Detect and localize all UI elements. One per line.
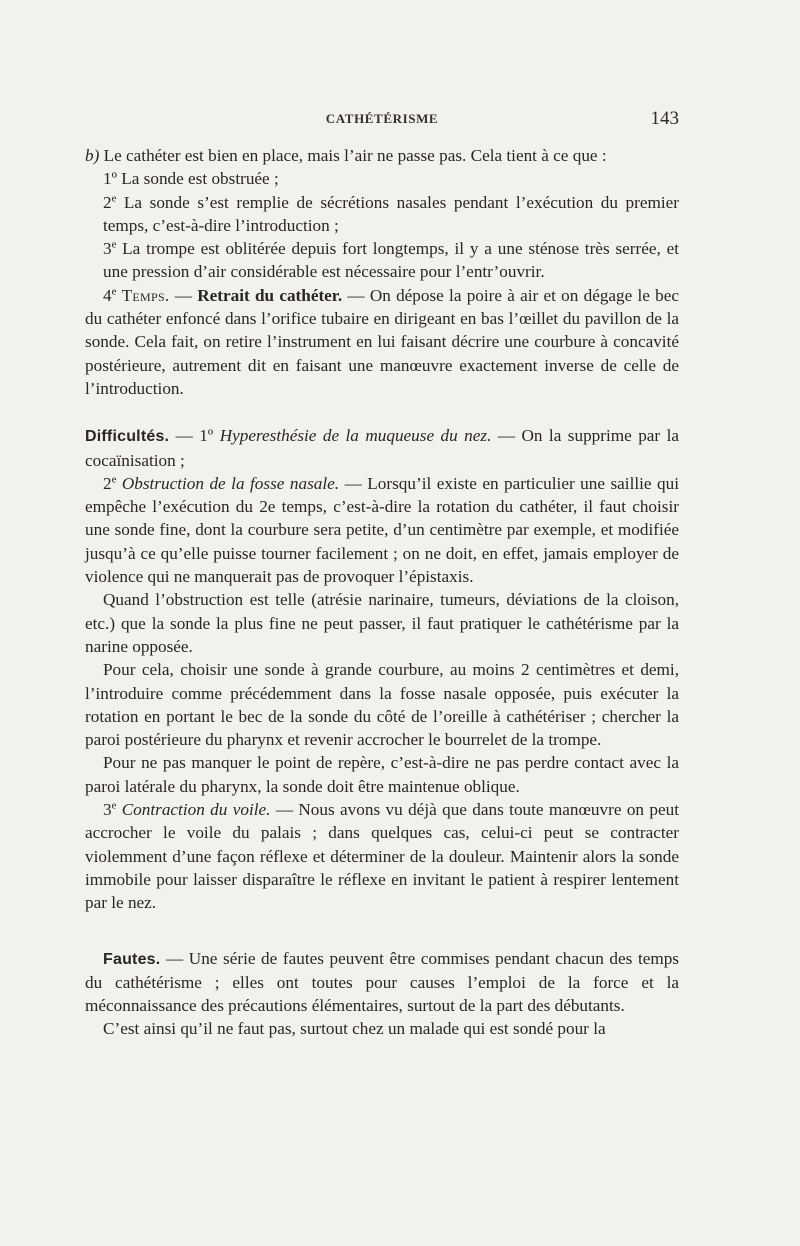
paragraph-difficultes — [85, 424, 679, 472]
item-marker-b: b) — [85, 146, 100, 165]
list-item-3 — [85, 237, 679, 284]
page-body — [85, 144, 679, 1041]
list-marker-3: 3 — [103, 239, 112, 259]
list-item-1-text: La sonde est obstruée ; — [116, 169, 279, 189]
difficultes-item-3-text: — Nous avons vu déjà que dans toute manœuvre on peut accrocher le voile du palais ; dans quelques cas, celui-ci peut se contracter violemment d’une façon réflexe et déterminer de la douleur. Maintenir alors la sonde immobile pour laisser disparaître le réflexe en invitant le patient à respirer lentement par le nez. — [85, 800, 679, 913]
step-4-separator: — — [169, 285, 198, 305]
paragraph-fautes — [85, 947, 679, 1018]
paragraph-contraction — [85, 798, 679, 914]
paragraph-b-intro-text: Le cathéter est bien en place, mais l’air ne passe pas. Cela tient à ce que : — [99, 146, 607, 165]
difficultes-item-2-sup: e — [111, 474, 117, 486]
difficultes-item-2-title: Obstruction de la fosse nasale. — [121, 473, 340, 493]
step-4-label: Temps. — [121, 285, 170, 305]
list-item-2-text: La sonde s’est remplie de sécrétions nasales pendant l’exécution du premier temps, c’est-à-dire l’introduction ; — [103, 192, 679, 235]
list-marker-3-sup: e — [111, 239, 117, 251]
paragraph-difficultes-2 — [85, 472, 679, 588]
list-marker-2: 2 — [103, 192, 112, 212]
paragraph-step-4 — [85, 284, 679, 400]
paragraph-pour-ne-pas: Pour ne pas manquer le point de repère, c’est-à-dire ne pas perdre contact avec la paroi latérale du pharynx, la sonde doit être maintenue oblique. — [85, 753, 679, 796]
list-marker-1: 1º — [103, 169, 117, 189]
difficultes-item-1-title: Hyperesthésie de la muqueuse du nez. — [219, 426, 492, 446]
running-head: CATHÉTÉRISME — [325, 111, 439, 126]
paragraph-cest-ainsi: C’est ainsi qu’il ne faut pas, surtout chez un malade qui est sondé pour la — [103, 1019, 606, 1039]
fautes-separator: — — [160, 948, 189, 968]
list-marker-2-sup: e — [111, 192, 117, 204]
page-number: 143 — [650, 108, 679, 129]
list-item-1 — [85, 167, 679, 190]
paragraph-pour-cela: Pour cela, choisir une sonde à grande courbure, au moins 2 centimètres et demi, l’introduire comme précédemment dans la fosse nasale opposée, puis exécuter la rotation en portant le bec de la sonde du côté de l’oreille à cathétériser ; chercher la paroi postérieure du pharynx et revenir accrocher le bourrelet de la trompe. — [85, 660, 679, 750]
step-4-title: Retrait du cathéter. — [197, 285, 343, 305]
paragraph-quand: Quand l’obstruction est telle (atrésie narinaire, tumeurs, déviations de la cloison, etc.) que la sonde la plus fine ne peut passer, il faut pratiquer le cathétérisme par la narine opposée. — [85, 590, 679, 656]
list-item-3-text: La trompe est oblitérée depuis fort longtemps, il y a une sténose très serrée, et une pression d’air considérable est nécessaire pour l’entr’ouvrir. — [103, 239, 679, 282]
fautes-label: Fautes. — [103, 950, 161, 968]
difficultes-item-2-marker: 2 — [103, 473, 112, 493]
step-4-marker: 4 — [103, 285, 112, 305]
step-4-marker-sup: e — [111, 286, 117, 298]
difficultes-item-3-sup: e — [111, 800, 117, 812]
step-4-text: — On dépose la poire à air et on dégage le bec du cathéter enfoncé dans l’orifice tubaire en dirigeant en bas l’œillet du pavillon de la sonde. Cela fait, on retire l’instrument en lui faisant décrire une courbure à concavité postérieure, autrement dit en faisant une manœuvre exactement inverse de celle de l’introduction. — [85, 285, 680, 398]
difficultes-label: Difficultés. — [85, 428, 170, 446]
difficultes-item-1-text: — On la supprime par la cocaïnisation ; — [85, 426, 680, 470]
paragraph-b-intro — [85, 144, 679, 167]
difficultes-separator: — — [169, 426, 200, 446]
list-item-2 — [85, 191, 679, 238]
difficultes-item-3-marker: 3 — [103, 800, 112, 820]
page-header — [85, 108, 679, 132]
difficultes-item-2-text: — Lorsqu’il existe en particulier une saillie qui empêche l’exécution du 2e temps, c’est-à-dire la rotation du cathéter, il faut choisir une sonde fine, dont la courbure sera petite, d’un centimètre par exemple, et modifiée jusqu’à ce qu’elle puisse tourner facilement ; on ne doit, en effet, jamais employer de violence qui ne manquerait pas de provoquer l’épistaxis. — [85, 473, 679, 587]
difficultes-item-3-title: Contraction du voile. — [121, 800, 271, 820]
fautes-text: Une série de fautes peuvent être commises pendant chacun des temps du cathétérisme ; elles ont toutes pour causes l’emploi de la force et la méconnaissance des précautions élémentaires, surtout de la part des débutants. — [85, 948, 679, 1016]
difficultes-item-1-marker: 1º — [199, 426, 214, 446]
